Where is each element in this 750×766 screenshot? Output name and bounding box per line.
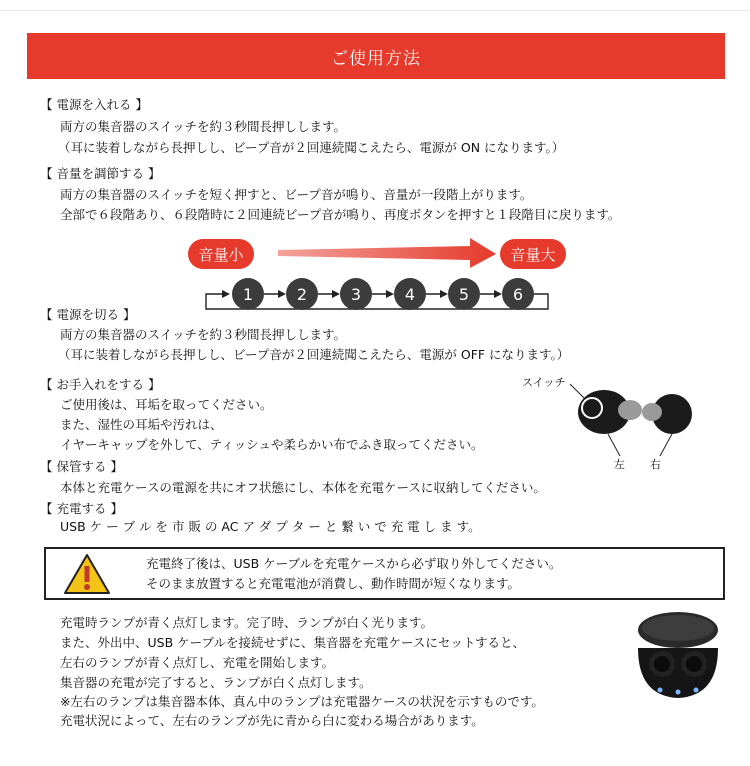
warning-icon — [62, 552, 112, 596]
volume-low-label: 音量小 — [188, 239, 254, 269]
care-heading: 【 お手入れをする 】 — [40, 377, 161, 392]
right-pointer-line — [660, 434, 672, 456]
right-label: 右 — [650, 458, 661, 471]
lamp-line2: また、外出中、USB ケーブルを接続せずに、集音器を充電ケースにセットすると、 — [60, 635, 526, 650]
step-arrowhead — [332, 290, 340, 298]
lamp-line1: 充電時ランプが青く点灯します。完了時、ランプが白く光ります。 — [60, 615, 434, 630]
warning-line1: 充電終了後は、USB ケーブルを充電ケースから必ず取り外してください。 — [146, 556, 562, 571]
power-off-line1: 両方の集音器のスイッチを約３秒間長押しします。 — [60, 327, 347, 342]
step-arrowhead — [494, 290, 502, 298]
right-ear-tip — [642, 403, 662, 421]
volume-up-arrow — [278, 238, 496, 268]
left-ear-tip — [618, 400, 642, 420]
top-divider — [0, 10, 750, 11]
case-lamp — [676, 690, 681, 695]
volume-step-6: 6 — [502, 278, 534, 310]
volume-line2: 全部で６段階あり、６段階時に２回連続ビープ音が鳴り、再度ボタンを押すと１段階目に戻ります。 — [60, 207, 621, 222]
volume-step-3: 3 — [340, 278, 372, 310]
volume-step-5: 5 — [448, 278, 480, 310]
warning-box — [44, 547, 725, 600]
volume-step-1: 1 — [232, 278, 264, 310]
left-label: 左 — [614, 458, 625, 471]
care-line1: ご使用後は、耳垢を取ってください。 — [60, 397, 273, 412]
storage-heading: 【 保管する 】 — [40, 459, 123, 474]
earbuds-illustration — [522, 372, 722, 472]
lamp-line6: 充電状況によって、左右のランプが先に青から白に変わる場合があります。 — [60, 713, 484, 728]
lamp-line5: ※左右のランプは集音器本体、真ん中のランプは充電器ケースの状況を示すものです。 — [60, 694, 544, 709]
switch-pointer-line — [570, 384, 586, 400]
page-title: ご使用方法 — [27, 33, 725, 79]
left-pointer-line — [608, 434, 620, 456]
storage-line1: 本体と充電ケースの電源を共にオフ状態にし、本体を充電ケースに収納してください。 — [60, 480, 546, 495]
power-on-heading: 【 電源を入れる 】 — [40, 97, 148, 112]
step-arrowhead — [278, 290, 286, 298]
lamp-line4: 集音器の充電が完了すると、ランプが白く点灯します。 — [60, 675, 372, 690]
volume-step-2: 2 — [286, 278, 318, 310]
volume-high-label: 音量大 — [500, 239, 566, 269]
volume-diagram — [180, 236, 580, 316]
volume-heading: 【 音量を調節する 】 — [40, 166, 161, 181]
lamp-line3: 左右のランプが青く点灯し、充電を開始します。 — [60, 655, 335, 670]
volume-step-4: 4 — [394, 278, 426, 310]
charging-case-image — [630, 608, 726, 704]
right-lamp — [694, 688, 699, 693]
step-arrowhead — [386, 290, 394, 298]
step-arrowhead — [440, 290, 448, 298]
switch-label: スイッチ — [522, 376, 566, 389]
power-off-line2: （耳に装着しながら長押しし、ビープ音が２回連続聞こえたら、電源が OFF になります。） — [58, 347, 570, 362]
power-on-line2: （耳に装着しながら長押しし、ビープ音が２回連続聞こえたら、電源が ON になります。） — [58, 140, 565, 155]
volume-line1: 両方の集音器のスイッチを短く押すと、ビープ音が鳴り、音量が一段階上がります。 — [60, 187, 533, 202]
charge-line1: USB ケ ー ブ ル を 市 販 の AC ア ダ プ タ ー と 繋 い で 充 電 し ま す。 — [60, 519, 481, 534]
power-off-heading: 【 電源を切る 】 — [40, 307, 136, 322]
care-line3: イヤーキャップを外して、ティッシュや柔らかい布でふき取ってください。 — [60, 437, 484, 452]
care-line2: また、湿性の耳垢や汚れは、 — [60, 417, 223, 432]
power-on-line1: 両方の集音器のスイッチを約３秒間長押しします。 — [60, 119, 347, 134]
warning-line2: そのまま放置すると充電電池が消費し、動作時間が短くなります。 — [146, 576, 521, 591]
left-lamp — [658, 688, 663, 693]
loop-arrowhead-start — [222, 290, 230, 298]
charge-heading: 【 充電する 】 — [40, 501, 123, 516]
